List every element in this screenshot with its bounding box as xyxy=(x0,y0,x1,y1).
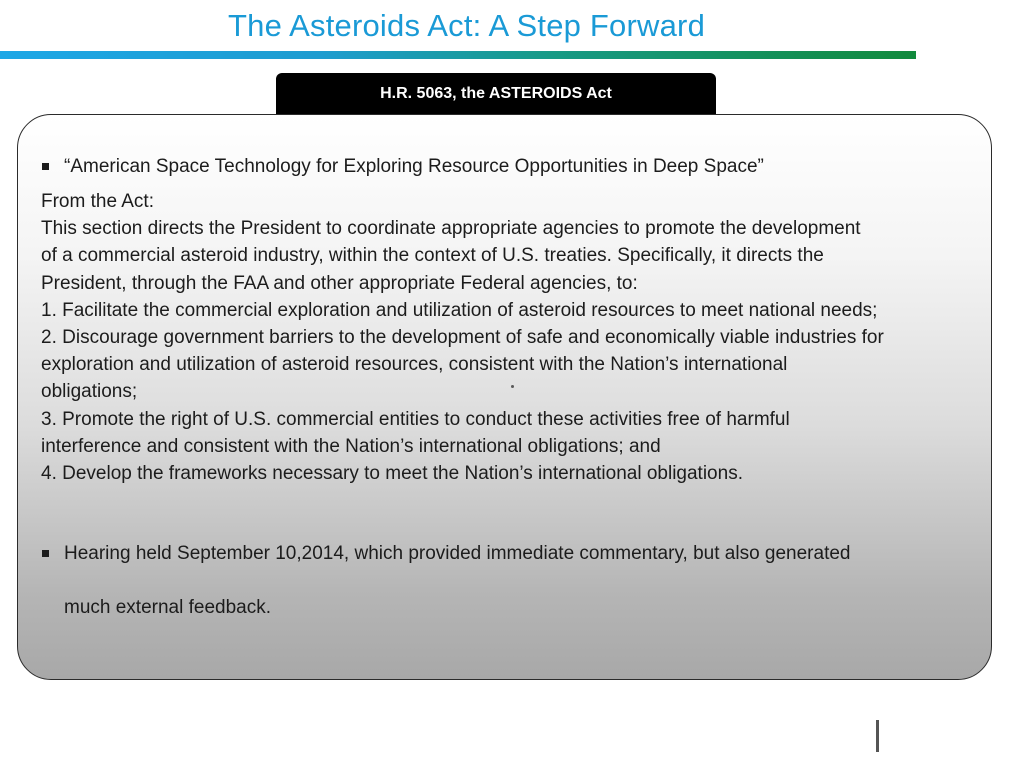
title-underline-rule xyxy=(0,51,916,59)
bullet-act-full-name-text: “American Space Technology for Exploring Resource Opportunities in Deep Space” xyxy=(64,156,764,177)
summary-line: From the Act: xyxy=(41,191,154,212)
square-bullet-icon xyxy=(42,163,49,170)
summary-line: exploration and utilization of asteroid resources, consistent with the Nation’s international xyxy=(41,354,788,376)
summary-line: 4. Develop the frameworks necessary to meet the Nation’s international obligations. xyxy=(41,463,743,485)
bullet-hearing-text xyxy=(64,540,851,621)
act-header-label: H.R. 5063, the ASTEROIDS Act xyxy=(380,84,612,102)
summary-line: This section directs the President to coordinate appropriate agencies to promote the development xyxy=(41,218,861,240)
vertical-divider-mark xyxy=(876,720,879,752)
content-panel xyxy=(17,114,992,680)
bullet-act-full-name xyxy=(42,153,764,180)
hearing-line: Hearing held September 10,2014, which provided immediate commentary, but also generated xyxy=(64,543,851,564)
summary-line: of a commercial asteroid industry, within the context of U.S. treaties. Specifically, it directs the xyxy=(41,245,824,267)
hearing-line: much external feedback. xyxy=(64,597,272,618)
decorative-dot xyxy=(511,385,514,388)
summary-line: 1. Facilitate the commercial exploration and utilization of asteroid resources to meet national needs; xyxy=(41,299,878,321)
summary-line: President, through the FAA and other appropriate Federal agencies, to: xyxy=(41,272,638,294)
summary-line: interference and consistent with the Nation’s international obligations; and xyxy=(41,435,661,457)
slide-title: The Asteroids Act: A Step Forward xyxy=(228,8,706,43)
act-summary-text xyxy=(41,188,986,487)
square-bullet-icon xyxy=(42,550,49,557)
summary-line: 3. Promote the right of U.S. commercial entities to conduct these activities free of harmful xyxy=(41,408,790,430)
summary-line: obligations; xyxy=(41,381,138,403)
summary-line: 2. Discourage government barriers to the development of safe and economically viable industries for xyxy=(41,327,884,349)
bullet-hearing xyxy=(42,540,982,621)
act-header-tab xyxy=(276,73,716,114)
